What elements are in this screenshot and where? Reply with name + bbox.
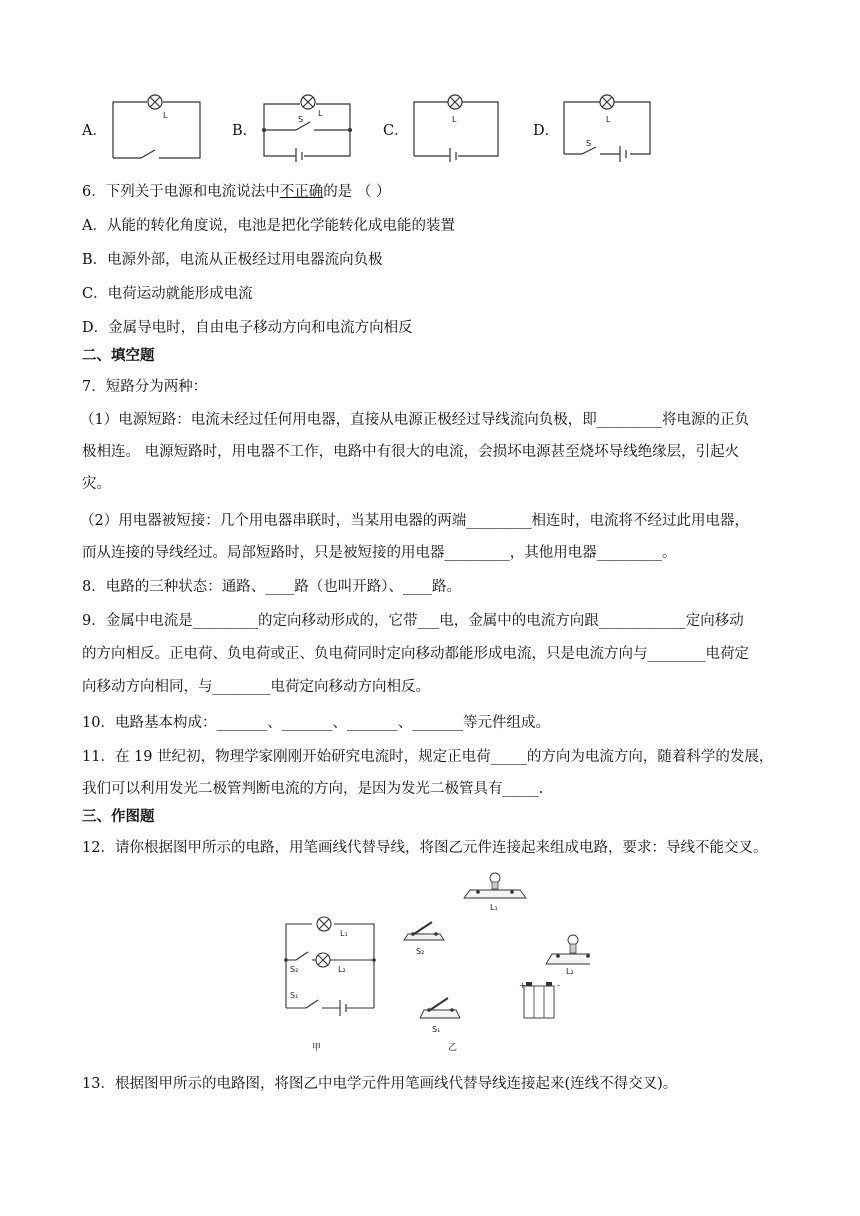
q9-line3: 向移动方向相同，与________电荷定向移动方向相反。	[82, 679, 430, 695]
q12-figure	[270, 868, 590, 1058]
q9-line1: 9．金属中电流是_________的定向移动形成的，它带___电，金属中的电流方向跟____________定向移动	[82, 613, 744, 629]
circuit-c-diagram	[408, 92, 504, 162]
q12-text: 12．请你根据图甲所示的电路，用笔画线代替导线，将图乙元件连接起来组成电路，要求：导线不能交叉。	[82, 840, 768, 856]
circuit-jia-schematic	[286, 917, 374, 1016]
q6-option-b: B．电源外部，电流从正极经过用电器流向负极	[82, 252, 383, 268]
q8-text: 8．电路的三种状态：通路、____路（也叫开路）、____路。	[82, 579, 461, 595]
q6-stem-underlined: 不正确	[279, 184, 324, 200]
yi-l2-label: L₂	[566, 967, 574, 976]
lamp-label-d: L	[606, 115, 611, 124]
component-s2-switch	[404, 922, 444, 940]
battery-plus-label: +	[519, 981, 526, 990]
q7-part1-line1: （1）电源短路：电流未经过任何用电器，直接从电源正极经过导线流向负极，即_________将电源的正负	[80, 412, 749, 428]
q10-text: 10．电路基本构成：_______、_______、_______、_______等元件组成。	[82, 715, 550, 731]
option-b-label: B．	[232, 123, 258, 139]
switch-label-b: S	[298, 115, 304, 124]
q6-stem-prefix: 6．下列关于电源和电流说法中	[82, 184, 280, 200]
q7-part2-line2: 而从连接的导线经过。局部短路时，只是被短接的用电器_________，其他用电器_________。	[82, 545, 677, 561]
battery-minus-label: -	[557, 981, 560, 990]
component-s1-switch	[420, 998, 460, 1018]
component-battery-pack	[524, 982, 554, 1018]
option-d-label: D．	[533, 123, 560, 139]
q6-stem-suffix: 的是 （ ）	[323, 184, 391, 200]
yi-l1-label: L₁	[490, 903, 498, 912]
q9-line2: 的方向相反。正电荷、负电荷或正、负电荷同时定向移动都能形成电流，只是电流方向与________电荷定	[82, 646, 749, 662]
lamp-label-b: L	[318, 109, 323, 118]
yi-s2-label: S₂	[416, 947, 425, 956]
jia-s1-label: S₁	[290, 991, 299, 1000]
jia-s2-label: S₂	[290, 965, 299, 974]
q7-title: 7．短路分为两种：	[82, 379, 208, 395]
section-drawing-heading: 三、作图题	[82, 808, 155, 825]
q7-part1-line2: 极相连。 电源短路时，用电器不工作，电路中有很大的电流，会损坏电源甚至烧坏导线绝缘层，引起火	[82, 444, 740, 460]
q6-stem	[82, 180, 390, 201]
q6-option-d: D．金属导电时，自由电子移动方向和电流方向相反	[82, 320, 413, 336]
option-a-label: A．	[82, 123, 107, 139]
circuit-a-diagram	[105, 92, 205, 162]
lamp-label-a: L	[163, 111, 168, 120]
jia-l1-label: L₁	[340, 929, 348, 938]
q11-line2: 我们可以利用发光二极管判断电流的方向，是因为发光二极管具有_____.	[82, 781, 544, 797]
switch-label-d: S	[586, 139, 592, 148]
option-c-label: C．	[383, 123, 409, 139]
jia-caption: 甲	[312, 1043, 322, 1053]
yi-caption: 乙	[448, 1043, 458, 1053]
yi-s1-label: S₁	[432, 1025, 441, 1034]
lamp-label-c: L	[452, 115, 457, 124]
jia-l2-label: L₂	[338, 965, 346, 974]
q11-line1: 11．在 19 世纪初，物理学家刚刚开始研究电流时，规定正电荷_____的方向为电流方向，随着科学的发展，	[82, 749, 774, 765]
q6-option-a: A．从能的转化角度说，电池是把化学能转化成电能的装置	[82, 218, 455, 234]
section-fill-in-heading: 二、填空题	[82, 347, 155, 364]
q6-option-c: C．电荷运动就能形成电流	[82, 286, 253, 302]
circuit-d-diagram	[558, 92, 656, 162]
q13-text: 13．根据图甲所示的电路图，将图乙中电学元件用笔画线代替导线连接起来(连线不得交叉)。	[82, 1076, 678, 1092]
component-l1-lamp	[464, 873, 526, 898]
q7-part2-line1: （2）用电器被短接：几个用电器串联时，当某用电器的两端_________相连时，电流将不经过此用电器，	[80, 513, 749, 529]
q7-part1-line3: 灾。	[82, 476, 111, 492]
circuit-b-diagram	[258, 90, 358, 162]
component-l2-lamp	[546, 935, 590, 964]
